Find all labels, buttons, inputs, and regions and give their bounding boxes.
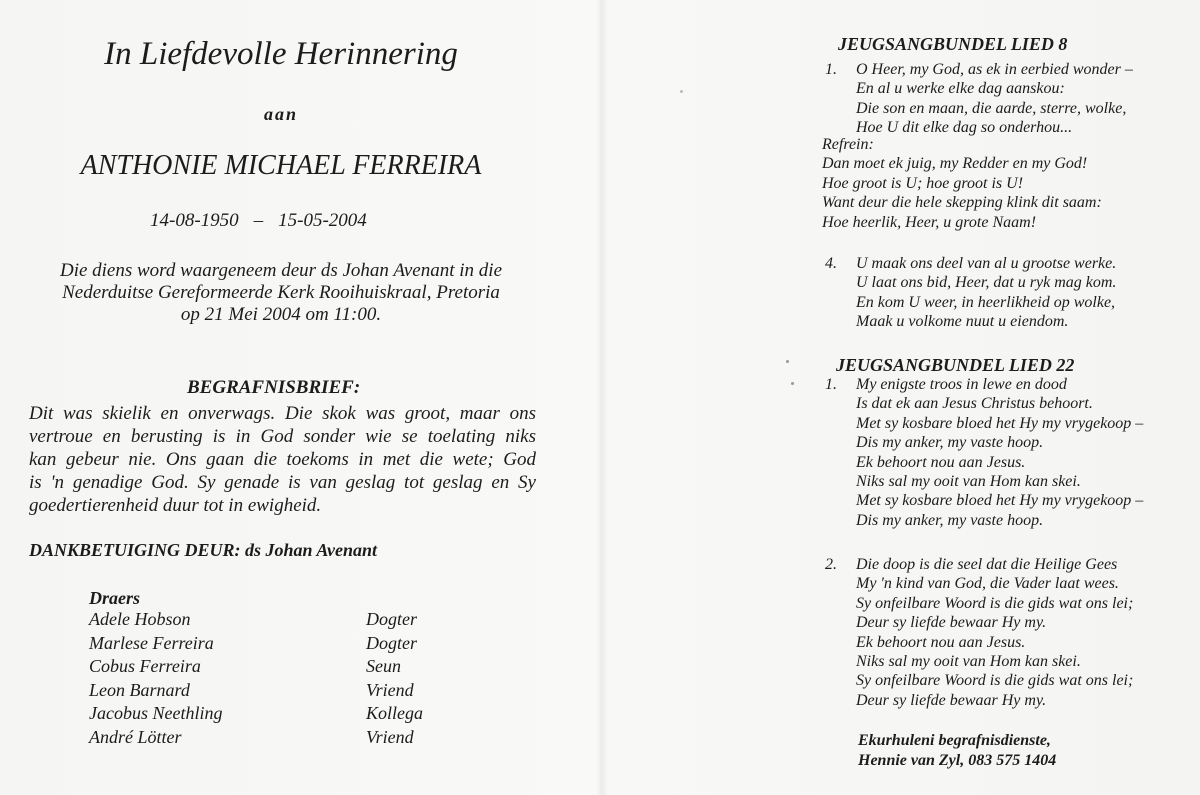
verse-line bbox=[825, 312, 1116, 331]
verse-text: Hoe U dit elke dag so onderhou... bbox=[856, 119, 1073, 137]
service-info bbox=[0, 260, 562, 326]
song1-verse4 bbox=[825, 254, 1116, 332]
verse-text: Sy onfeilbare Woord is die gids wat ons lei; bbox=[856, 594, 1134, 612]
verse-text: Deur sy liefde bewaar Hy my. bbox=[856, 691, 1047, 709]
verse-text: En kom U weer, in heerlikheid op wolke, bbox=[856, 293, 1116, 311]
death-date: 15-05-2004 bbox=[278, 210, 367, 231]
letter-line: vertroue en berusting is in God sonder wie se toelating niks bbox=[29, 426, 536, 447]
service-line: Die diens word waargeneem deur ds Johan Avenant in die bbox=[59, 260, 503, 281]
service-line: Nederduitse Gereformeerde Kerk Rooihuiskraal, Pretoria bbox=[62, 282, 500, 303]
page-fold bbox=[596, 0, 608, 795]
verse-text: Ek behoort nou aan Jesus. bbox=[856, 453, 1026, 471]
bearers-list bbox=[89, 608, 423, 749]
verse-number: 1. bbox=[825, 61, 837, 78]
verse-text: U laat ons bid, Heer, dat u ryk mag kom. bbox=[856, 274, 1117, 292]
bearer-relation: Vriend bbox=[366, 726, 414, 747]
thanks-line: DANKBETUIGING DEUR: ds Johan Avenant bbox=[29, 540, 378, 560]
verse-line bbox=[825, 555, 1133, 574]
verse-line bbox=[825, 99, 1133, 118]
memorial-title: In Liefdevolle Herinnering bbox=[104, 36, 458, 72]
song2-verse2 bbox=[825, 555, 1133, 710]
refrain-label: Refrein: bbox=[822, 136, 874, 153]
verse-text: En al u werke elke dag aanskou: bbox=[856, 80, 1065, 98]
verse-line bbox=[825, 691, 1133, 710]
life-dates bbox=[150, 210, 367, 232]
letter-text bbox=[29, 402, 536, 517]
verse-text: Dis my anker, my vaste hoop. bbox=[856, 511, 1044, 529]
funeral-home-contact: Hennie van Zyl, 083 575 1404 bbox=[858, 752, 1057, 769]
bearer-relation: Dogter bbox=[366, 609, 417, 629]
verse-text: Niks sal my ooit van Hom kan skei. bbox=[856, 473, 1081, 491]
refrain-line: Hoe groot is U; hoe groot is U! bbox=[822, 174, 1024, 192]
bearer-relation: Vriend bbox=[366, 679, 414, 700]
verse-line bbox=[825, 293, 1116, 312]
verse-line bbox=[825, 574, 1133, 593]
paper-speck bbox=[791, 382, 794, 385]
service-line: op 21 Mei 2004 om 11:00. bbox=[180, 304, 382, 325]
bearer-name: Cobus Ferreira bbox=[89, 656, 201, 676]
paper-speck bbox=[680, 90, 683, 93]
letter-line: goedertierenheid duur tot in ewigheid. bbox=[29, 495, 322, 516]
aan-label: aan bbox=[263, 104, 298, 124]
verse-line bbox=[825, 273, 1116, 292]
bearer-row bbox=[89, 655, 423, 679]
verse-number: 1. bbox=[825, 376, 837, 393]
bearer-relation: Kollega bbox=[366, 703, 423, 723]
refrain-line: Dan moet ek juig, my Redder en my God! bbox=[822, 155, 1088, 173]
letter-line: Dit was skielik en onverwags. Die skok was groot, maar ons bbox=[29, 403, 536, 424]
verse-line bbox=[825, 491, 1143, 510]
verse-line bbox=[825, 511, 1143, 530]
bearer-row bbox=[89, 726, 423, 750]
funeral-home-footer bbox=[858, 731, 1056, 771]
verse-number: 4. bbox=[825, 255, 837, 272]
bearer-relation: Seun bbox=[366, 656, 401, 676]
verse-text: Die doop is die seel dat die Heilige Gees bbox=[856, 556, 1118, 573]
song1-verse1 bbox=[825, 60, 1133, 138]
birth-date: 14-08-1950 bbox=[150, 210, 239, 231]
verse-line bbox=[825, 453, 1143, 472]
refrain-line: Hoe heerlik, Heer, u grote Naam! bbox=[822, 213, 1037, 231]
bearer-name: André Lötter bbox=[89, 726, 182, 747]
verse-text: Dis my anker, my vaste hoop. bbox=[856, 434, 1044, 452]
verse-line bbox=[825, 254, 1116, 273]
bearer-relation: Dogter bbox=[366, 632, 417, 653]
bearer-name: Leon Barnard bbox=[89, 679, 190, 700]
verse-text: Met sy kosbare bloed het Hy my vrygekoop – bbox=[856, 414, 1144, 432]
song1-title: JEUGSANGBUNDEL LIED 8 bbox=[838, 34, 1068, 54]
paper-speck bbox=[786, 360, 789, 363]
verse-line bbox=[825, 671, 1133, 690]
bearer-row bbox=[89, 632, 423, 656]
song1-refrain bbox=[822, 135, 1102, 232]
verse-line bbox=[825, 433, 1143, 452]
verse-text: Deur sy liefde bewaar Hy my. bbox=[856, 614, 1047, 632]
verse-text: Ek behoort nou aan Jesus. bbox=[856, 633, 1026, 651]
verse-line bbox=[825, 79, 1133, 98]
bearers-heading: Draers bbox=[89, 588, 141, 608]
verse-text: O Heer, my God, as ek in eerbied wonder – bbox=[856, 61, 1133, 78]
bearer-row bbox=[89, 679, 423, 703]
verse-text: My 'n kind van God, die Vader laat wees. bbox=[856, 575, 1119, 593]
bearer-row bbox=[89, 608, 423, 632]
bearer-name: Adele Hobson bbox=[89, 609, 191, 629]
verse-line bbox=[825, 594, 1133, 613]
song2-verse1 bbox=[825, 375, 1143, 530]
verse-line bbox=[825, 60, 1133, 79]
verse-line bbox=[825, 414, 1143, 433]
letter-line: kan gebeur nie. Ons gaan die toekoms in met die wete; God bbox=[29, 449, 536, 470]
bearer-name: Jacobus Neethling bbox=[89, 703, 223, 723]
letter-heading: BEGRAFNISBRIEF: bbox=[187, 377, 361, 398]
verse-line bbox=[825, 613, 1133, 632]
verse-text: U maak ons deel van al u grootse werke. bbox=[856, 255, 1117, 272]
funeral-home-name: Ekurhuleni begrafnisdienste, bbox=[858, 732, 1051, 749]
verse-text: Met sy kosbare bloed het Hy my vrygekoop – bbox=[856, 492, 1144, 510]
verse-line bbox=[825, 394, 1143, 413]
verse-line bbox=[825, 472, 1143, 491]
bearer-name: Marlese Ferreira bbox=[89, 632, 214, 653]
verse-line bbox=[825, 652, 1133, 671]
verse-text: Sy onfeilbare Woord is die gids wat ons lei; bbox=[856, 672, 1134, 690]
verse-text: Die son en maan, die aarde, sterre, wolke, bbox=[856, 99, 1127, 117]
deceased-name: ANTHONIE MICHAEL FERREIRA bbox=[80, 150, 482, 181]
verse-number: 2. bbox=[825, 556, 837, 573]
song2-title: JEUGSANGBUNDEL LIED 22 bbox=[836, 355, 1075, 375]
verse-text: Niks sal my ooit van Hom kan skei. bbox=[856, 653, 1081, 671]
date-dash: – bbox=[253, 210, 264, 231]
verse-line bbox=[825, 633, 1133, 652]
verse-text: Maak u volkome nuut u eiendom. bbox=[856, 313, 1069, 331]
verse-text: My enigste troos in lewe en dood bbox=[856, 376, 1067, 393]
bearer-row bbox=[89, 702, 423, 726]
verse-text: Is dat ek aan Jesus Christus behoort. bbox=[856, 395, 1093, 413]
refrain-line: Want deur die hele skepping klink dit saam: bbox=[822, 194, 1102, 212]
letter-line: is 'n genadige God. Sy genade is van geslag tot geslag en Sy bbox=[29, 472, 536, 493]
verse-line bbox=[825, 375, 1143, 394]
